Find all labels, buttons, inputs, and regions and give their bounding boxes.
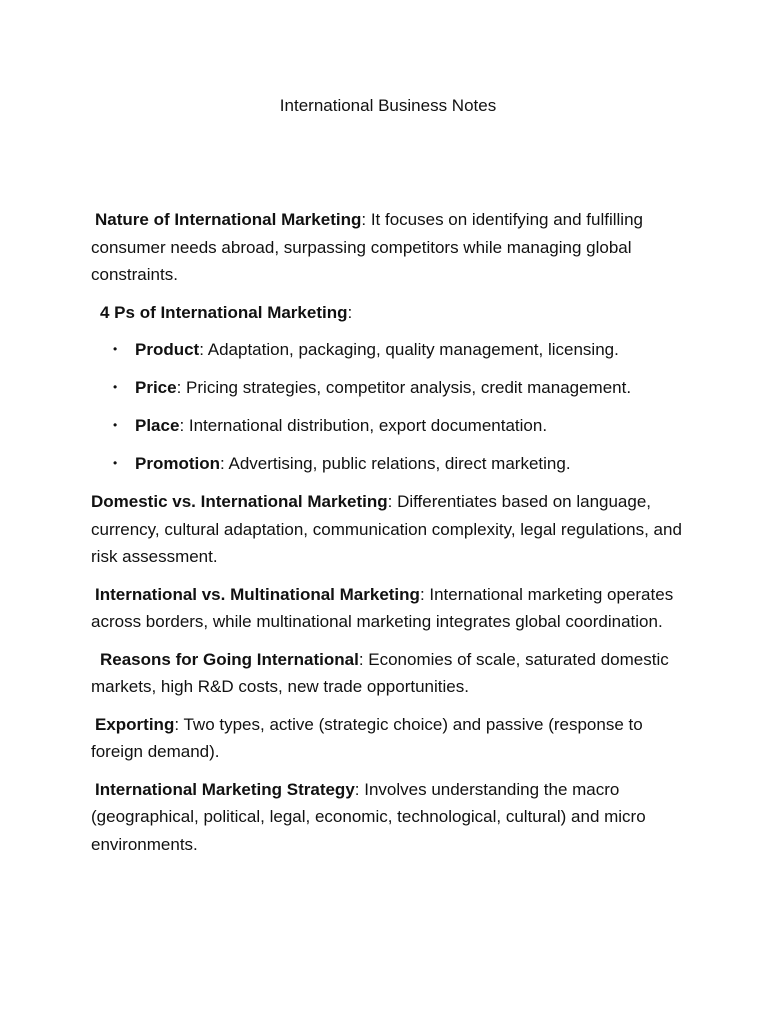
text-domestic-vs-international: : Differentiates based on language, currency, cultural adaptation, communication complexity, legal regulations, and risk assessment.	[91, 492, 682, 566]
heading-exporting: Exporting	[95, 714, 175, 734]
item-text: : Pricing strategies, competitor analysis, credit management.	[176, 378, 632, 397]
text-international-vs-multinational: : International marketing operates across borders, while multinational marketing integrates global coordination.	[91, 584, 674, 631]
heading-four-ps: 4 Ps of International Marketing	[100, 302, 348, 322]
paragraph-exporting	[91, 711, 691, 766]
document-title: International Business Notes	[279, 96, 497, 115]
item-heading: Product	[135, 340, 200, 359]
list-item	[91, 336, 691, 364]
item-text: : International distribution, export documentation.	[179, 416, 548, 435]
bullet-icon: •	[113, 456, 118, 470]
item-text: : Advertising, public relations, direct marketing.	[220, 454, 571, 473]
text-reasons: : Economies of scale, saturated domestic markets, high R&D costs, new trade opportunities.	[91, 649, 669, 696]
bullet-icon: •	[113, 418, 118, 432]
item-heading: Price	[135, 378, 177, 397]
text-strategy: : Involves understanding the macro (geographical, political, legal, economic, technological, cultural) and micro environments.	[91, 779, 646, 854]
item-heading: Promotion	[135, 454, 220, 473]
item-text: : Adaptation, packaging, quality management, licensing.	[199, 340, 619, 359]
heading-domestic-vs-international: Domestic vs. International Marketing	[91, 492, 388, 511]
paragraph-nature	[91, 206, 691, 289]
bullet-icon: •	[113, 380, 118, 394]
text-four-ps: :	[347, 302, 353, 322]
heading-international-vs-multinational: International vs. Multinational Marketing	[95, 584, 420, 604]
paragraph-four-ps	[91, 299, 691, 327]
heading-nature: Nature of International Marketing	[95, 210, 362, 229]
paragraph-reasons	[91, 646, 691, 701]
list-item	[91, 450, 691, 478]
paragraph-domestic-vs-international	[91, 488, 691, 571]
four-ps-list	[91, 336, 691, 478]
heading-reasons: Reasons for Going International	[100, 649, 359, 669]
paragraph-international-vs-multinational	[91, 581, 691, 636]
document-body	[91, 206, 691, 868]
text-exporting: : Two types, active (strategic choice) and passive (response to foreign demand).	[91, 714, 643, 761]
list-item	[91, 374, 691, 402]
heading-strategy: International Marketing Strategy	[95, 779, 355, 799]
item-heading: Place	[135, 416, 180, 435]
paragraph-strategy	[91, 776, 691, 859]
list-item	[91, 412, 691, 440]
bullet-icon: •	[113, 342, 118, 356]
text-nature: : It focuses on identifying and fulfilling consumer needs abroad, surpassing competitors while managing global constraints.	[91, 210, 643, 284]
